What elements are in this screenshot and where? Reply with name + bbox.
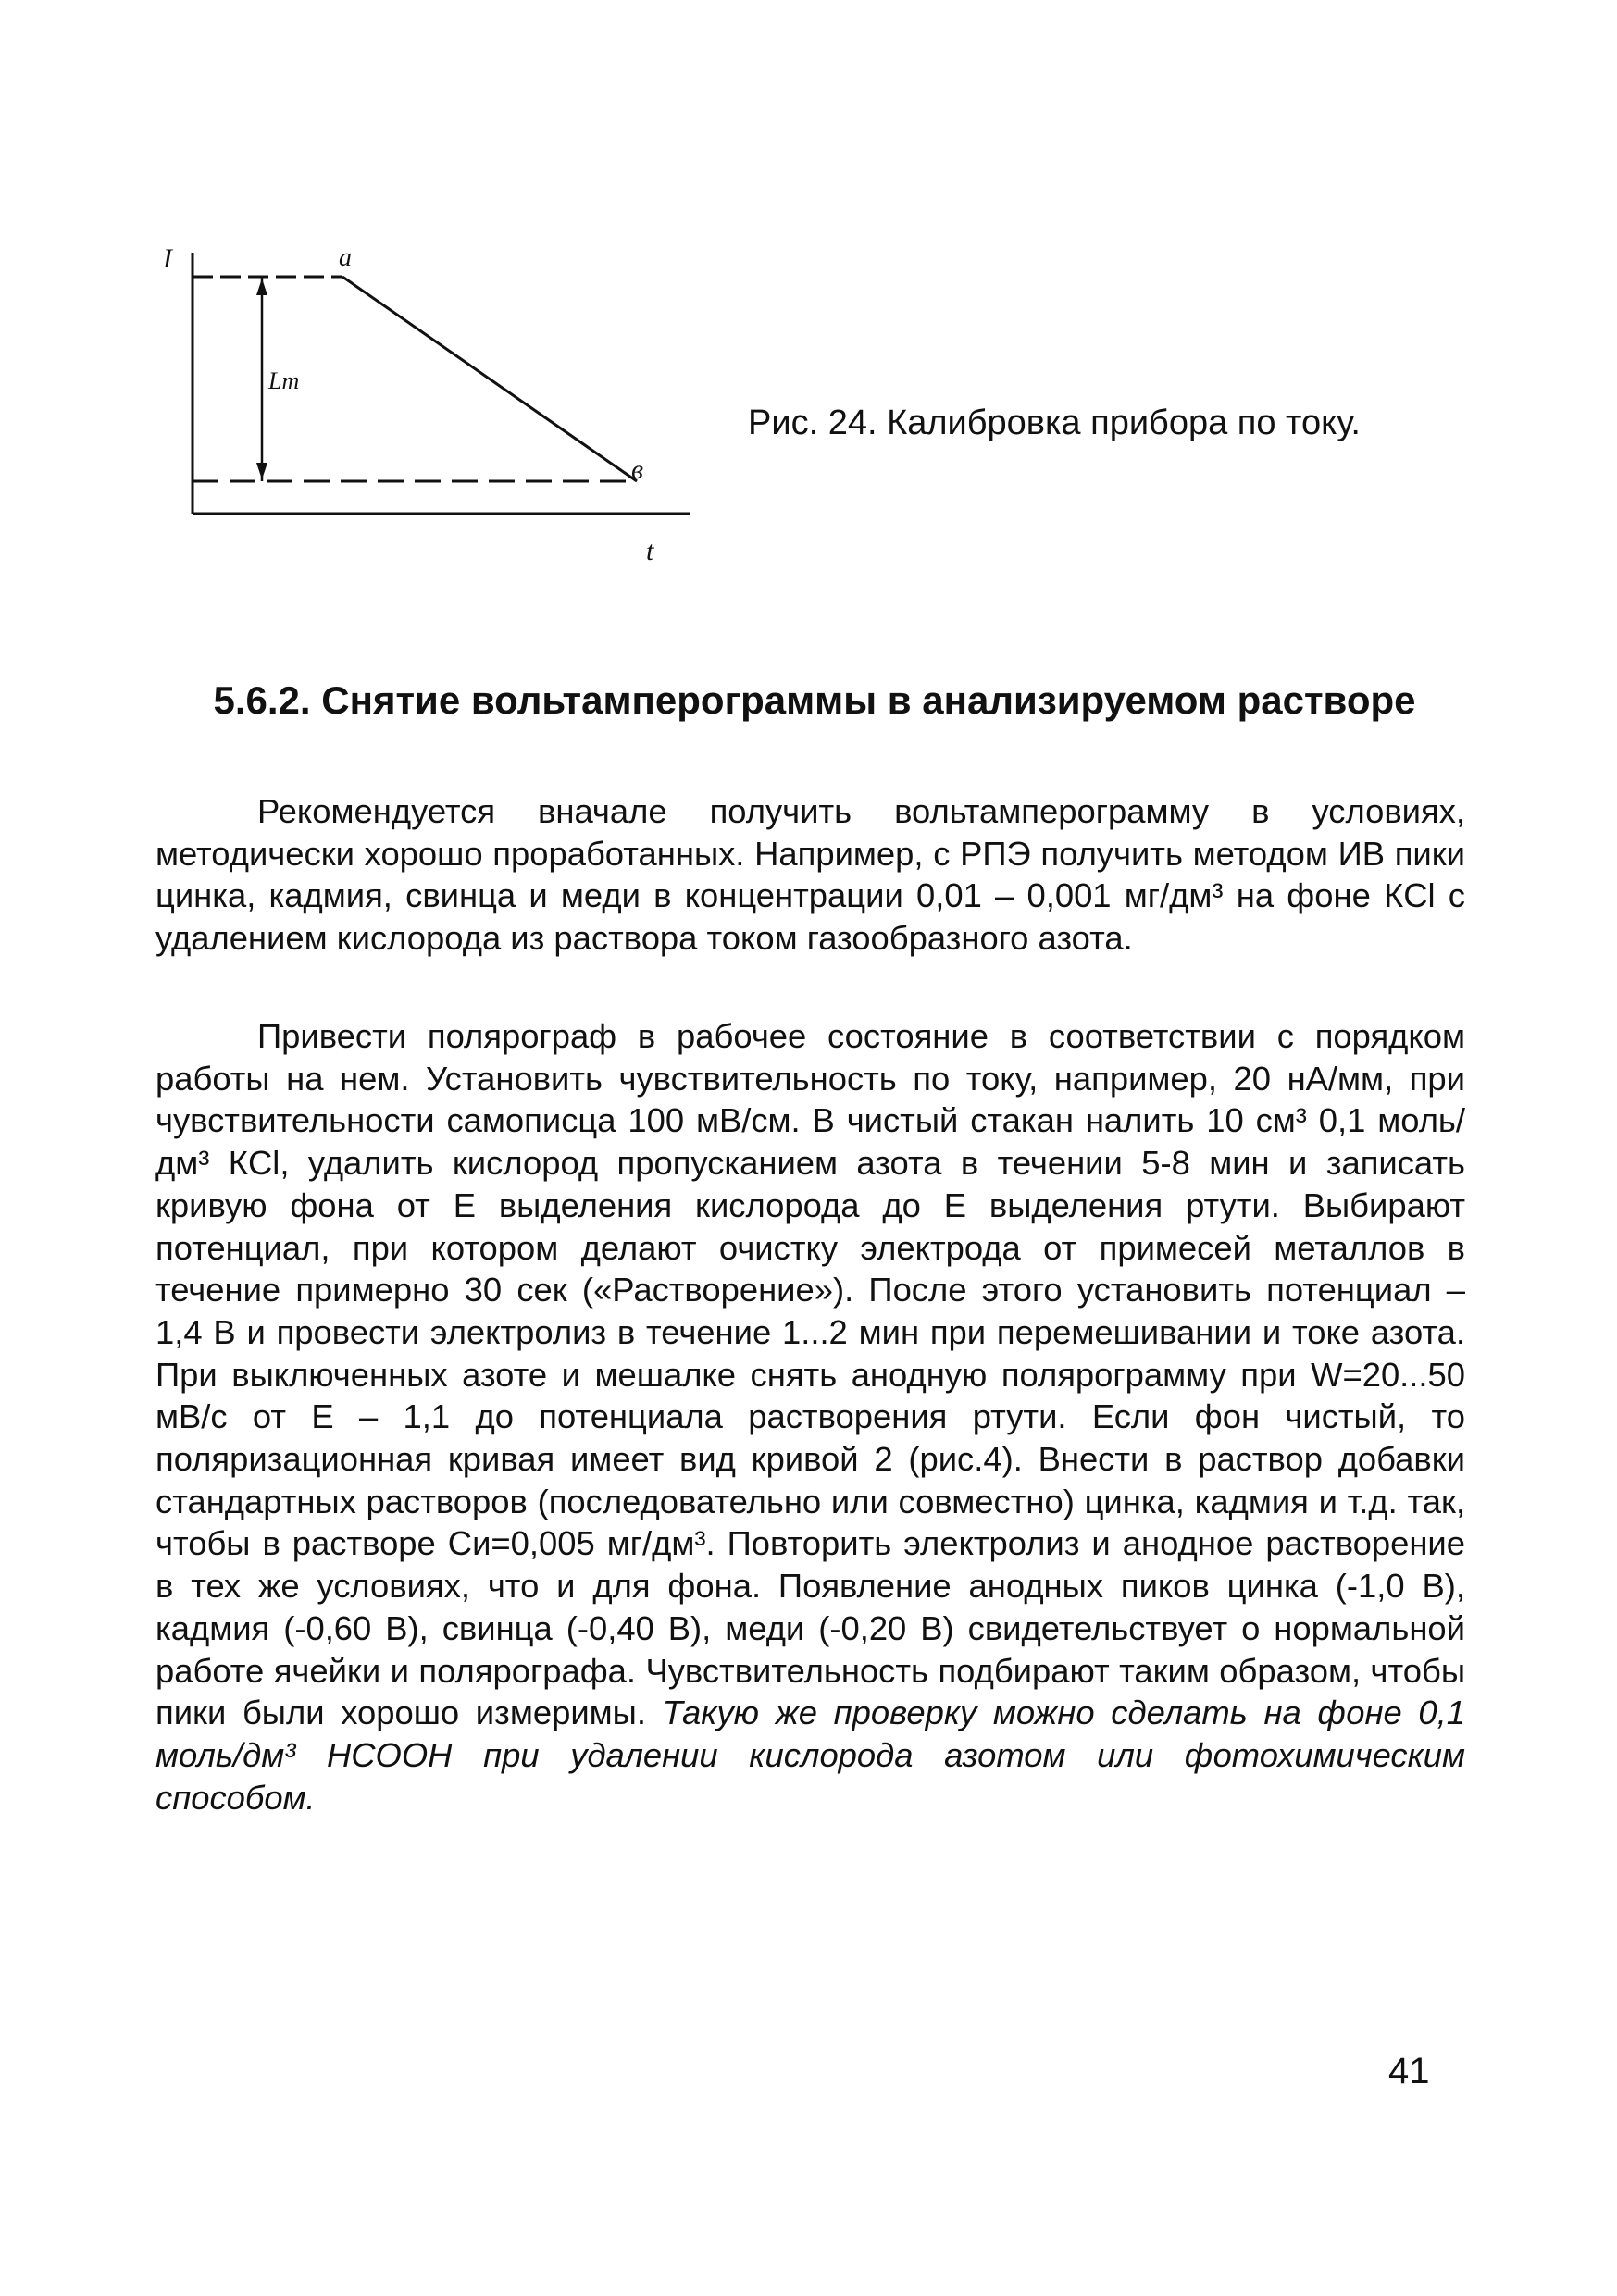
figure-caption: Рис. 24. Калибровка прибора по току. bbox=[748, 403, 1361, 442]
paragraph-2 bbox=[155, 1015, 1465, 1818]
arrow-up bbox=[256, 279, 267, 295]
label-b: в bbox=[631, 454, 644, 485]
label-lm: Lm bbox=[268, 367, 300, 394]
label-t: t bbox=[646, 536, 654, 566]
paragraph-2-italic: Такую же проверку можно сделать на фоне 0,1 моль/дм³ HCOOH при удалении кислорода азотом или фотохимическим способом. bbox=[155, 1694, 1465, 1817]
arrow-down bbox=[256, 463, 267, 479]
calibration-diagram bbox=[157, 236, 713, 578]
paragraph-1: Рекомендуется вначале получить вольтамперограмму в условиях, методически хорошо проработанных. Например, с РПЭ получить методом ИВ пики цинка, кадмия, свинца и меди в концентрации 0,01 – 0,001 мг/дм³ на фоне КCl с удалением кислорода из раствора током газообразного азота. bbox=[155, 792, 1465, 958]
page-number: 41 bbox=[1388, 2051, 1430, 2091]
label-i: I bbox=[163, 243, 172, 274]
paragraph-2-main: Привести полярограф в рабочее состояние в соответствии с порядком работы на нем. Установить чувствительность по току, например, 20 нА/мм, при чувствительности самописца 100 мВ/см. В чистый стакан налить 10 см³ 0,1 моль/дм³ КCl, удалить кислород пропусканием азота в течении 5-8 мин и записать кривую фона от Е выделения кислорода до Е выделения ртути. Выбирают потенциал, при котором делают очистку электрода от примесей металлов в течение примерно 30 сек («Растворение»). После этого установить потенциал – 1,4 В и провести электролиз в течение 1...2 мин при перемешивании и токе азота. При выключенных азоте и мешалке снять анодную полярограмму при W=20...50 мВ/с от Е – 1,1 до потенциала растворения ртути. Если фон чистый, то поляризационная кривая имеет вид кривой 2 (рис.4). Внести в раствор добавки стандартных растворов (последовательно или совместно) цинка, кадмия и т.д. так, чтобы в растворе Cи=0,005 мг/дм³. Повторить электролиз и анодное растворение в тех же условиях, что и для фона. Появление анодных пиков цинка (-1,0 В), кадмия (-0,60 В), свинца (-0,40 В), меди (-0,20 В) свидетельствует о нормальной работе ячейки и полярографа. Чувствительность подбирают таким образом, чтобы пики были хорошо измеримы. bbox=[155, 1017, 1465, 1732]
section-heading: 5.6.2. Снятие вольтамперограммы в анализируемом растворе bbox=[213, 678, 1416, 722]
calibration-slope-line bbox=[342, 277, 637, 481]
calibration-figure bbox=[157, 236, 713, 578]
label-a: a bbox=[339, 243, 352, 272]
